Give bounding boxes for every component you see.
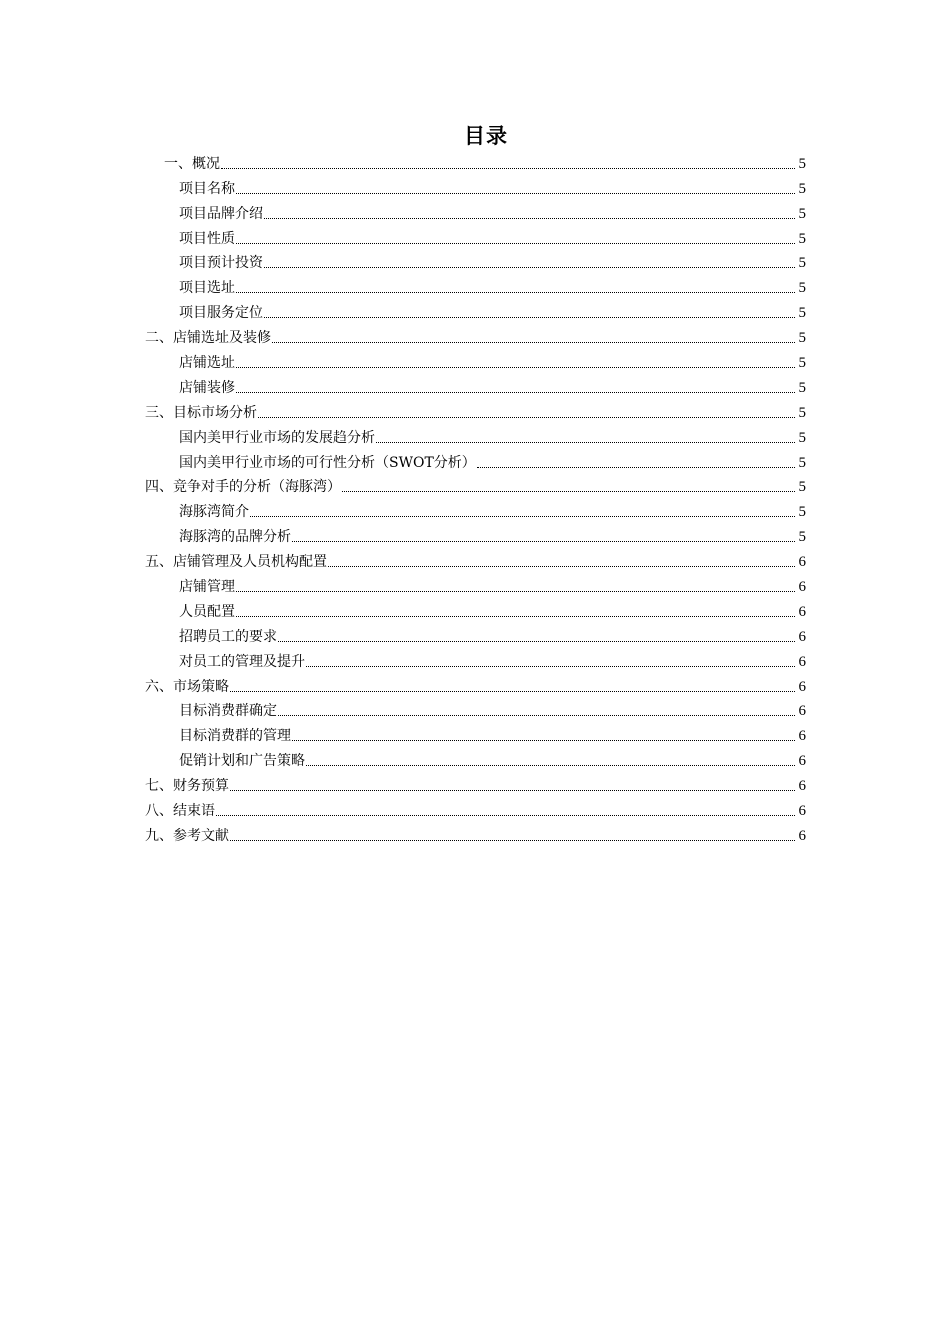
- toc-entry[interactable]: [0, 397, 950, 422]
- toc-entry[interactable]: [0, 745, 950, 770]
- toc-entry-label: 目标消费群的管理: [179, 728, 291, 745]
- toc-page-number: 6: [798, 703, 806, 720]
- toc-page-number: 5: [798, 230, 806, 247]
- dot-leader: [278, 641, 795, 642]
- toc-entry-label: 项目服务定位: [179, 305, 263, 322]
- toc-page-number: 5: [798, 529, 806, 546]
- toc-page-number: 6: [798, 753, 806, 770]
- toc-page-number: 6: [798, 628, 806, 645]
- toc-entry-label: 人员配置: [179, 603, 235, 620]
- toc-entry[interactable]: [0, 671, 950, 696]
- toc-entry[interactable]: [0, 596, 950, 621]
- dot-leader: [236, 616, 795, 617]
- dot-leader: [258, 417, 795, 418]
- toc-entry-label: 店铺管理: [179, 579, 235, 596]
- dot-leader: [221, 168, 795, 169]
- toc-page-number: 5: [798, 255, 806, 272]
- toc-page-number: 5: [798, 155, 806, 172]
- toc-entry[interactable]: [0, 472, 950, 497]
- table-of-contents: [0, 148, 950, 845]
- toc-page-number: 5: [798, 479, 806, 496]
- toc-entry-label: 二、店铺选址及装修: [145, 330, 271, 347]
- toc-page-number: 5: [798, 180, 806, 197]
- toc-entry-label: 招聘员工的要求: [179, 628, 277, 645]
- dot-leader: [236, 591, 795, 592]
- toc-entry[interactable]: [0, 795, 950, 820]
- dot-leader: [216, 815, 795, 816]
- toc-entry-label: 项目名称: [179, 180, 235, 197]
- toc-entry-label: 七、财务预算: [145, 778, 229, 795]
- toc-page-number: 5: [798, 454, 806, 471]
- toc-page-number: 5: [798, 504, 806, 521]
- toc-page-number: 5: [798, 355, 806, 372]
- toc-page-number: 5: [798, 205, 806, 222]
- toc-page-number: 6: [798, 827, 806, 844]
- toc-page-number: 6: [798, 653, 806, 670]
- toc-entry-label: 项目品牌介绍: [179, 205, 263, 222]
- toc-entry-label: 国内美甲行业市场的发展趋分析: [179, 429, 375, 446]
- toc-entry-label: 国内美甲行业市场的可行性分析（SWOT分析）: [179, 454, 476, 471]
- toc-entry[interactable]: [0, 546, 950, 571]
- dot-leader: [342, 491, 795, 492]
- toc-entry[interactable]: [0, 820, 950, 845]
- toc-entry[interactable]: [0, 447, 950, 472]
- toc-entry[interactable]: [0, 297, 950, 322]
- toc-entry[interactable]: [0, 770, 950, 795]
- toc-entry-label: 对员工的管理及提升: [179, 653, 305, 670]
- toc-entry[interactable]: [0, 696, 950, 721]
- dot-leader: [264, 317, 795, 318]
- toc-page-number: 6: [798, 778, 806, 795]
- dot-leader: [292, 740, 795, 741]
- dot-leader: [236, 243, 795, 244]
- dot-leader: [236, 193, 795, 194]
- toc-entry-label: 店铺选址: [179, 355, 235, 372]
- toc-entry-label: 八、结束语: [145, 803, 215, 820]
- toc-entry-label: 项目性质: [179, 230, 235, 247]
- dot-leader: [264, 218, 795, 219]
- dot-leader: [328, 566, 795, 567]
- toc-entry-label: 促销计划和广告策略: [179, 753, 305, 770]
- toc-page-number: 6: [798, 579, 806, 596]
- dot-leader: [292, 541, 795, 542]
- page-title: 目录: [464, 124, 508, 148]
- toc-entry[interactable]: [0, 198, 950, 223]
- dot-leader: [477, 467, 795, 468]
- dot-leader: [250, 516, 795, 517]
- toc-entry-label: 项目预计投资: [179, 255, 263, 272]
- dot-leader: [230, 790, 795, 791]
- dot-leader: [306, 765, 795, 766]
- toc-entry-label: 项目选址: [179, 280, 235, 297]
- toc-entry-label: 四、竞争对手的分析（海豚湾）: [145, 479, 341, 496]
- toc-page-number: 6: [798, 728, 806, 745]
- toc-page-number: 5: [798, 305, 806, 322]
- dot-leader: [278, 715, 795, 716]
- dot-leader: [264, 267, 795, 268]
- dot-leader: [236, 367, 795, 368]
- toc-entry[interactable]: [0, 720, 950, 745]
- toc-entry[interactable]: [0, 621, 950, 646]
- toc-entry[interactable]: [0, 248, 950, 273]
- toc-entry[interactable]: [0, 272, 950, 297]
- toc-entry-label: 海豚湾简介: [179, 504, 249, 521]
- dot-leader: [230, 691, 795, 692]
- toc-page-number: 5: [798, 404, 806, 421]
- toc-entry[interactable]: [0, 173, 950, 198]
- toc-page-number: 6: [798, 678, 806, 695]
- toc-entry-label: 五、店铺管理及人员机构配置: [145, 554, 327, 571]
- toc-entry[interactable]: [0, 571, 950, 596]
- toc-entry[interactable]: [0, 223, 950, 248]
- toc-entry[interactable]: [0, 422, 950, 447]
- toc-page-number: 5: [798, 330, 806, 347]
- toc-entry-label: 海豚湾的品牌分析: [179, 529, 291, 546]
- toc-entry[interactable]: [0, 496, 950, 521]
- toc-page-number: 5: [798, 429, 806, 446]
- dot-leader: [272, 342, 795, 343]
- toc-entry[interactable]: [0, 372, 950, 397]
- toc-entry[interactable]: [0, 521, 950, 546]
- toc-entry[interactable]: [0, 646, 950, 671]
- toc-entry-label: 三、目标市场分析: [145, 404, 257, 421]
- dot-leader: [376, 442, 795, 443]
- toc-entry[interactable]: [0, 347, 950, 372]
- dot-leader: [236, 292, 795, 293]
- dot-leader: [230, 840, 795, 841]
- toc-page-number: 5: [798, 379, 806, 396]
- toc-page-number: 5: [798, 280, 806, 297]
- toc-entry-label: 六、市场策略: [145, 678, 229, 695]
- toc-page-number: 6: [798, 803, 806, 820]
- toc-entry-label: 目标消费群确定: [179, 703, 277, 720]
- dot-leader: [306, 666, 795, 667]
- dot-leader: [236, 392, 795, 393]
- toc-entry-label: 店铺装修: [179, 379, 235, 396]
- toc-entry[interactable]: [0, 322, 950, 347]
- toc-page-number: 6: [798, 554, 806, 571]
- toc-entry-label: 九、参考文献: [145, 827, 229, 844]
- toc-page-number: 6: [798, 603, 806, 620]
- toc-entry[interactable]: [0, 148, 950, 173]
- toc-entry-label: 一、概况: [164, 155, 220, 172]
